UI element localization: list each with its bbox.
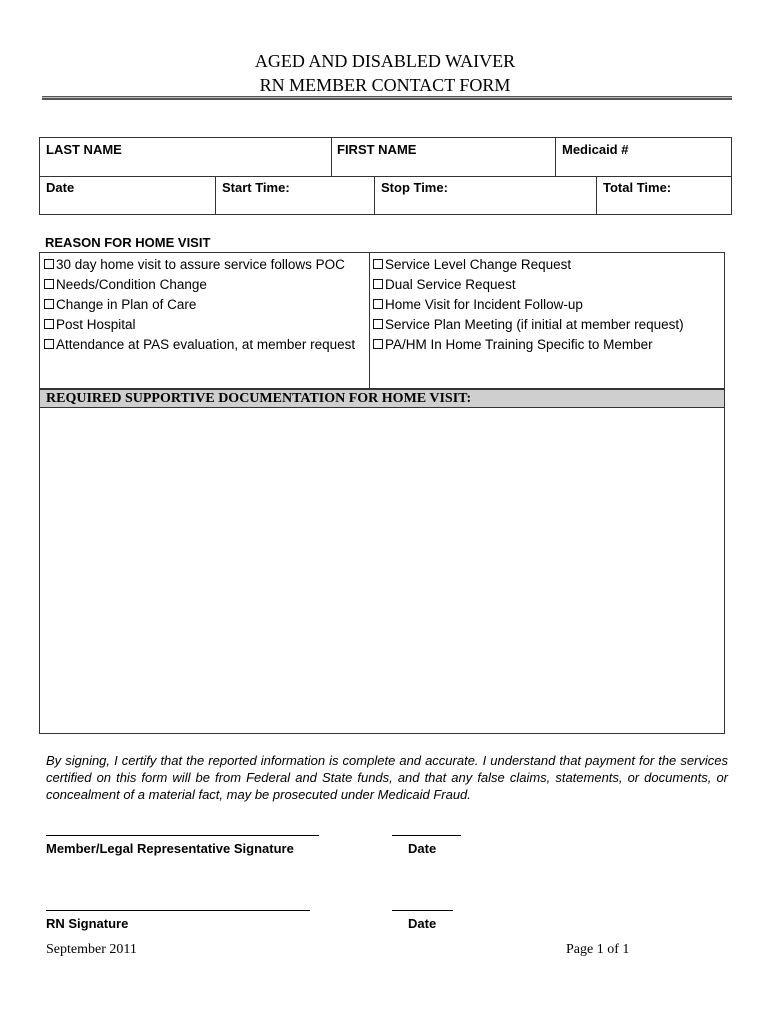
member-signature-label: Member/Legal Representative Signature <box>46 841 294 856</box>
checkbox-30-day-visit[interactable]: 30 day home visit to assure service follows POC <box>44 255 362 275</box>
checkbox-icon[interactable] <box>373 299 383 309</box>
documentation-header <box>39 389 725 408</box>
checkbox-icon[interactable] <box>44 339 54 349</box>
form-title-line2: RN MEMBER CONTACT FORM <box>259 75 511 95</box>
documentation-textarea[interactable] <box>39 407 725 734</box>
table-col-divider <box>331 138 332 176</box>
stop-time-field[interactable]: Stop Time: <box>381 180 448 195</box>
checkbox-post-hospital[interactable]: Post Hospital <box>44 315 362 335</box>
table-row-divider <box>40 176 731 177</box>
checkbox-icon[interactable] <box>44 259 54 269</box>
reason-box <box>39 252 725 389</box>
attestation-text: By signing, I certify that the reported information is complete and accurate. I understand that payment for the services certified on this form will be from Federal and State funds, and that any false claims, statements, or documents, or concealment of a material fact, may be prosecuted under Medicaid Fraud. <box>46 753 728 802</box>
checkbox-icon[interactable] <box>44 319 54 329</box>
form-title-line1: AGED AND DISABLED WAIVER <box>254 51 516 71</box>
checkbox-icon[interactable] <box>373 259 383 269</box>
member-date-label: Date <box>408 841 437 856</box>
table-col-divider <box>374 176 375 214</box>
page-number: Page 1 of 1 <box>566 942 630 957</box>
reason-col-divider <box>369 253 370 389</box>
medicaid-number-field[interactable]: Medicaid # <box>562 142 629 157</box>
checkbox-plan-change[interactable]: Change in Plan of Care <box>44 295 362 315</box>
title-divider <box>42 96 732 100</box>
documentation-heading: REQUIRED SUPPORTIVE DOCUMENTATION FOR HOME VISIT: <box>46 391 472 406</box>
checkbox-dual-service[interactable]: Dual Service Request <box>373 275 723 295</box>
member-info-table <box>39 137 732 215</box>
table-col-divider <box>215 176 216 214</box>
checkbox-incident-follow-up[interactable]: Home Visit for Incident Follow-up <box>373 295 723 315</box>
checkbox-icon[interactable] <box>373 279 383 289</box>
rn-signature-line[interactable] <box>46 910 310 911</box>
rn-date-label: Date <box>408 916 437 931</box>
last-name-field[interactable]: LAST NAME <box>46 142 122 157</box>
first-name-field[interactable]: FIRST NAME <box>337 142 417 157</box>
member-signature-line[interactable] <box>46 835 319 836</box>
table-col-divider <box>555 138 556 176</box>
rn-signature-label: RN Signature <box>46 916 129 931</box>
footer-date: September 2011 <box>46 942 137 957</box>
checkbox-pa-hm-training[interactable]: PA/HM In Home Training Specific to Member <box>373 335 723 355</box>
reason-heading: REASON FOR HOME VISIT <box>45 235 211 250</box>
total-time-field[interactable]: Total Time: <box>603 180 672 195</box>
checkbox-pas-evaluation[interactable]: Attendance at PAS evaluation, at member request <box>44 335 362 355</box>
checkbox-icon[interactable] <box>373 339 383 349</box>
checkbox-icon[interactable] <box>373 319 383 329</box>
start-time-field[interactable]: Start Time: <box>222 180 290 195</box>
date-field[interactable]: Date <box>46 180 75 195</box>
rn-date-line[interactable] <box>392 910 453 911</box>
reason-right-list <box>373 255 723 355</box>
checkbox-service-plan-meeting[interactable]: Service Plan Meeting (if initial at member request) <box>373 315 723 335</box>
table-col-divider <box>596 176 597 214</box>
checkbox-needs-change[interactable]: Needs/Condition Change <box>44 275 362 295</box>
checkbox-icon[interactable] <box>44 299 54 309</box>
reason-left-list <box>44 255 362 355</box>
checkbox-service-level-change[interactable]: Service Level Change Request <box>373 255 723 275</box>
member-date-line[interactable] <box>392 835 461 836</box>
checkbox-icon[interactable] <box>44 279 54 289</box>
